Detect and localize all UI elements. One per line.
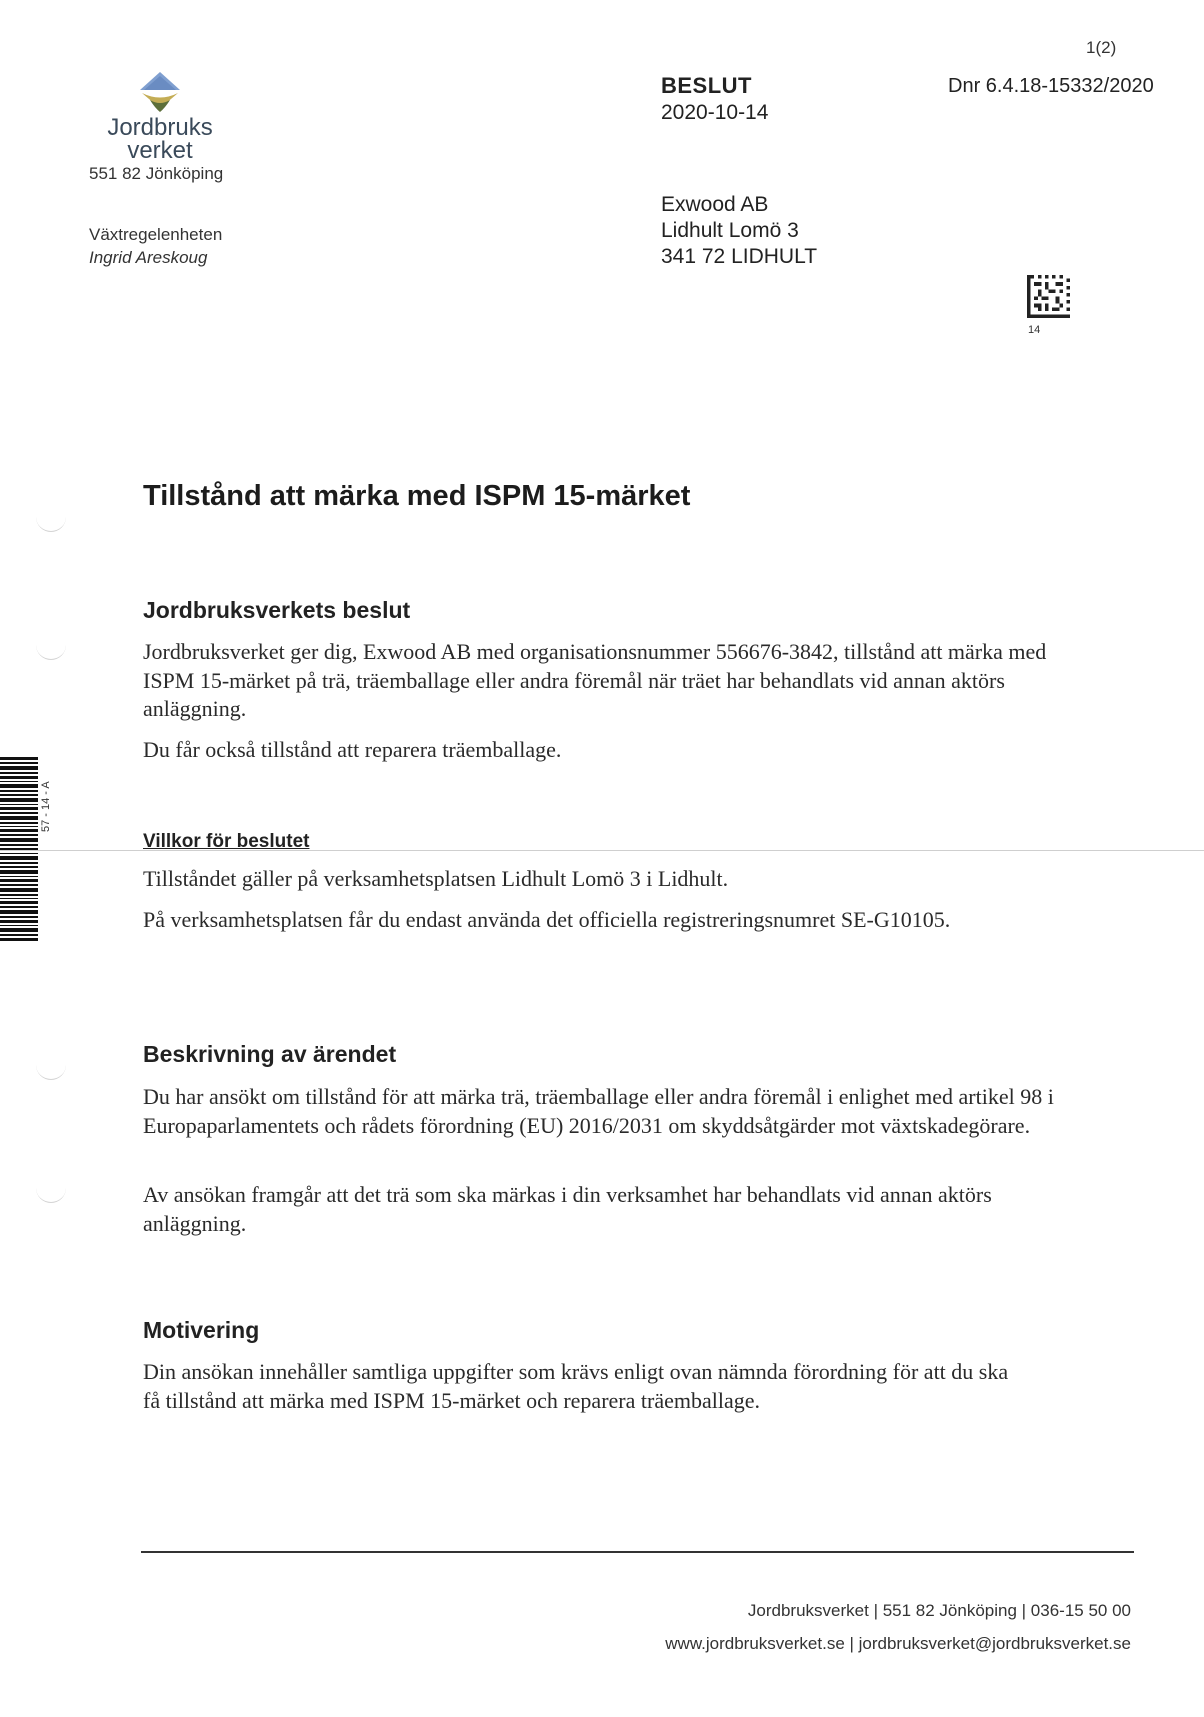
decision-paragraph-2: Du får också tillstånd att reparera träemballage.	[143, 737, 562, 762]
document-dnr: Dnr 6.4.18-15332/2020	[948, 75, 1154, 97]
recipient-address	[661, 192, 817, 270]
sender-unit: Växtregelenheten	[89, 225, 223, 244]
decision-paragraph-1: Jordbruksverket ger dig, Exwood AB med organisationsnummer 556676-3842, tillstånd att märka med ISPM 15-märket på trä, träemballage eller andra föremål när träet har behandlats vid annan aktörs anläggning.	[143, 639, 1047, 721]
footer-divider	[141, 1551, 1134, 1553]
sender-unit-block	[89, 223, 222, 269]
punch-hole-mark	[36, 517, 66, 532]
description-paragraph-1: Du har ansökt om tillstånd för att märka trä, träemballage eller andra föremål i enlighet med artikel 98 i Europaparlamentets och rådets förordning (EU) 2016/2031 om skyddsåtgärder mot växtskadegörare.	[143, 1084, 1054, 1138]
document-date: 2020-10-14	[661, 101, 769, 124]
recipient-street: Lidhult Lomö 3	[661, 219, 799, 242]
document-type: BESLUT	[661, 73, 752, 98]
page-number: 1(2)	[1086, 38, 1117, 57]
datamatrix-label: 14	[1028, 324, 1041, 336]
sender-person: Ingrid Areskoug	[89, 248, 208, 267]
logo-text	[106, 116, 214, 162]
logo-text-line2: verket	[127, 137, 193, 164]
document-title: Tillstånd att märka med ISPM 15-märket	[143, 480, 691, 512]
punch-hole-mark	[36, 1188, 66, 1203]
recipient-postal: 341 72 LIDHULT	[661, 245, 818, 268]
datamatrix-code-icon	[1027, 275, 1070, 318]
footer-web-line: www.jordbruksverket.se | jordbruksverket@jordbruksverket.se	[665, 1634, 1131, 1653]
logo-diamond-icon	[140, 72, 180, 114]
sender-address: 551 82 Jönköping	[89, 164, 224, 183]
section-heading-motivation: Motivering	[143, 1317, 260, 1343]
conditions-paragraph-1: Tillståndet gäller på verksamhetsplatsen Lidhult Lomö 3 i Lidhult.	[143, 866, 729, 891]
punch-hole-mark	[36, 645, 66, 660]
barcode-label: 57 - 14 - A	[40, 781, 52, 832]
conditions-paragraph-2: På verksamhetsplatsen får du endast använda det officiella registreringsnumret SE-G10105.	[143, 907, 951, 932]
logo-text-line1: Jordbruks	[107, 114, 213, 141]
section-heading-conditions: Villkor för beslutet	[143, 831, 310, 852]
recipient-name: Exwood AB	[661, 193, 769, 216]
section-heading-description: Beskrivning av ärendet	[143, 1041, 397, 1067]
motivation-paragraph-1: Din ansökan innehåller samtliga uppgifter som krävs enligt ovan nämnda förordning för att du ska få tillstånd att märka med ISPM 15-märket och reparera träemballage.	[143, 1359, 1009, 1413]
punch-hole-mark	[36, 1065, 66, 1080]
section-heading-decision: Jordbruksverkets beslut	[143, 597, 411, 623]
description-paragraph-2: Av ansökan framgår att det trä som ska märkas i din verksamhet har behandlats vid annan aktörs anläggning.	[143, 1182, 992, 1236]
footer-contact-line: Jordbruksverket | 551 82 Jönköping | 036-15 50 00	[747, 1601, 1131, 1620]
